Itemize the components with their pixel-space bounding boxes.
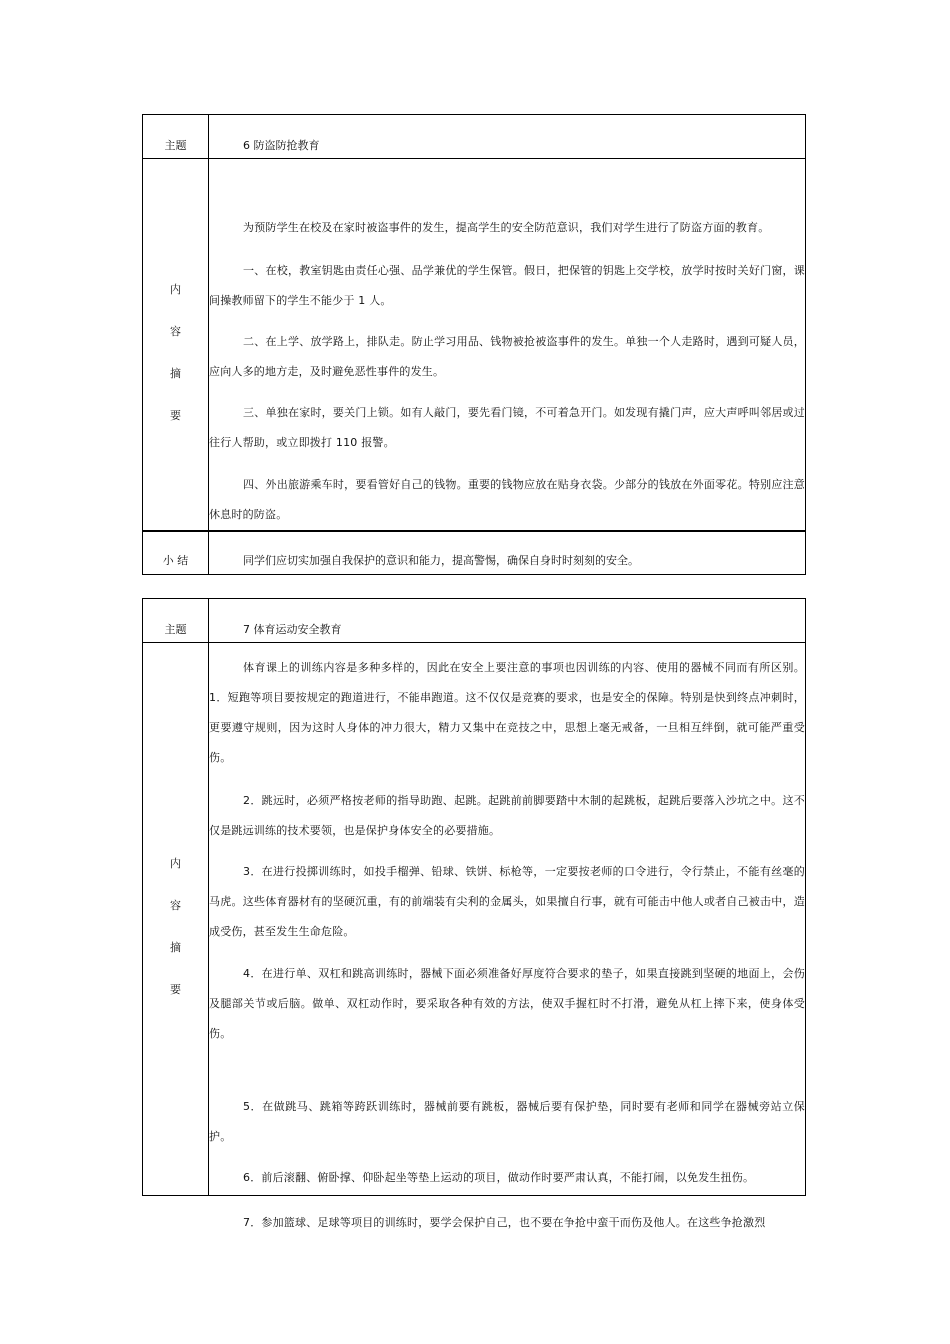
content-area: [209, 643, 806, 1229]
content-paragraph: 4．在进行单、双杠和跳高训练时，器械下面必须准备好厚度符合要求的垫子，如果直接跳到坚硬的地面上，会伤及腿部关节或后脑。做单、双杠动作时，要采取各种有效的方法，使双手握杠时不打滑，避免从杠上摔下来，使身体受伤。: [209, 967, 805, 1040]
content-label-char: 要: [170, 983, 181, 996]
content-paragraph: 6．前后滚翻、俯卧撑、仰卧起坐等垫上运动的项目，做动作时要严肃认真，不能打闹，以免发生扭伤。: [243, 1171, 755, 1184]
content-paragraph: 2．跳远时，必须严格按老师的指导助跑、起跳。起跳前前脚要踏中木制的起跳板，起跳后要落入沙坑之中。这不仅是跳远训练的技术要领，也是保护身体安全的必要措施。: [209, 794, 805, 837]
content-paragraph: 一、在校，教室钥匙由责任心强、品学兼优的学生保管。假日，把保管的钥匙上交学校，放学时按时关好门窗，课间操教师留下的学生不能少于 1 人。: [209, 264, 805, 307]
summary-label: 小 结: [162, 554, 189, 567]
content-paragraph: 体育课上的训练内容是多种多样的，因此在安全上要注意的事项也因训练的内容、使用的器械不同而有所区别。1．短跑等项目要按规定的跑道进行，不能串跑道。这不仅仅是竞赛的要求，也是安全的保障。特别是快到终点冲刺时，更要遵守规则，因为这时人身体的冲力很大，精力又集中在竞技之中，思想上毫无戒备，一旦相互绊倒，就可能严重受伤。: [209, 661, 805, 764]
content-label-char: 摘: [170, 367, 181, 380]
topic-title: 7 体育运动安全教育: [243, 623, 342, 636]
content-label-char: 容: [170, 899, 181, 912]
content-paragraph: 二、在上学、放学路上，排队走。防止学习用品、钱物被抢被盗事件的发生。单独一个人走路时，遇到可疑人员，应向人多的地方走，及时避免恶性事件的发生。: [209, 335, 805, 378]
content-paragraph: 四、外出旅游乘车时，要看管好自己的钱物。重要的钱物应放在贴身衣袋。少部分的钱放在外面零花。特别应注意休息时的防盗。: [209, 478, 805, 521]
content-paragraph: 7．参加篮球、足球等项目的训练时，要学会保护自己，也不要在争抢中蛮干而伤及他人。在这些争抢激烈: [243, 1216, 766, 1229]
row-divider: [143, 158, 805, 159]
content-label-char: 摘: [170, 941, 181, 954]
lesson-table-6: [142, 114, 806, 575]
summary-text: 同学们应切实加强自我保护的意识和能力，提高警惕，确保自身时时刻刻的安全。: [243, 554, 639, 567]
content-label-char: 内: [170, 857, 181, 870]
content-paragraph: 为预防学生在校及在家时被盗事件的发生，提高学生的安全防范意识，我们对学生进行了防盗方面的教育。: [243, 221, 770, 234]
content-paragraph: 3．在进行投掷训练时，如投手榴弹、铅球、铁饼、标枪等，一定要按老师的口令进行，令行禁止，不能有丝毫的马虎。这些体育器材有的坚硬沉重，有的前端装有尖利的金属头，如果擅自行事，就有可能击中他人或者自己被击中，造成受伤，甚至发生生命危险。: [209, 865, 805, 938]
topic-label: 主题: [164, 139, 187, 152]
content-label-char: 要: [170, 409, 181, 422]
content-label-char: 容: [170, 325, 181, 338]
content-label-char: 内: [170, 283, 181, 296]
topic-label: 主题: [164, 623, 187, 636]
topic-title: 6 防盗防抢教育: [243, 139, 320, 152]
content-paragraph: 5．在做跳马、跳箱等跨跃训练时，器械前要有跳板，器械后要有保护垫，同时要有老师和同学在器械旁站立保护。: [209, 1100, 805, 1143]
content-paragraph: 三、单独在家时，要关门上锁。如有人敲门，要先看门镜，不可着急开门。如发现有撬门声，应大声呼叫邻居或过往行人帮助，或立即拨打 110 报警。: [209, 406, 805, 449]
row-divider: [143, 530, 805, 532]
lesson-table-7: [142, 598, 806, 1229]
